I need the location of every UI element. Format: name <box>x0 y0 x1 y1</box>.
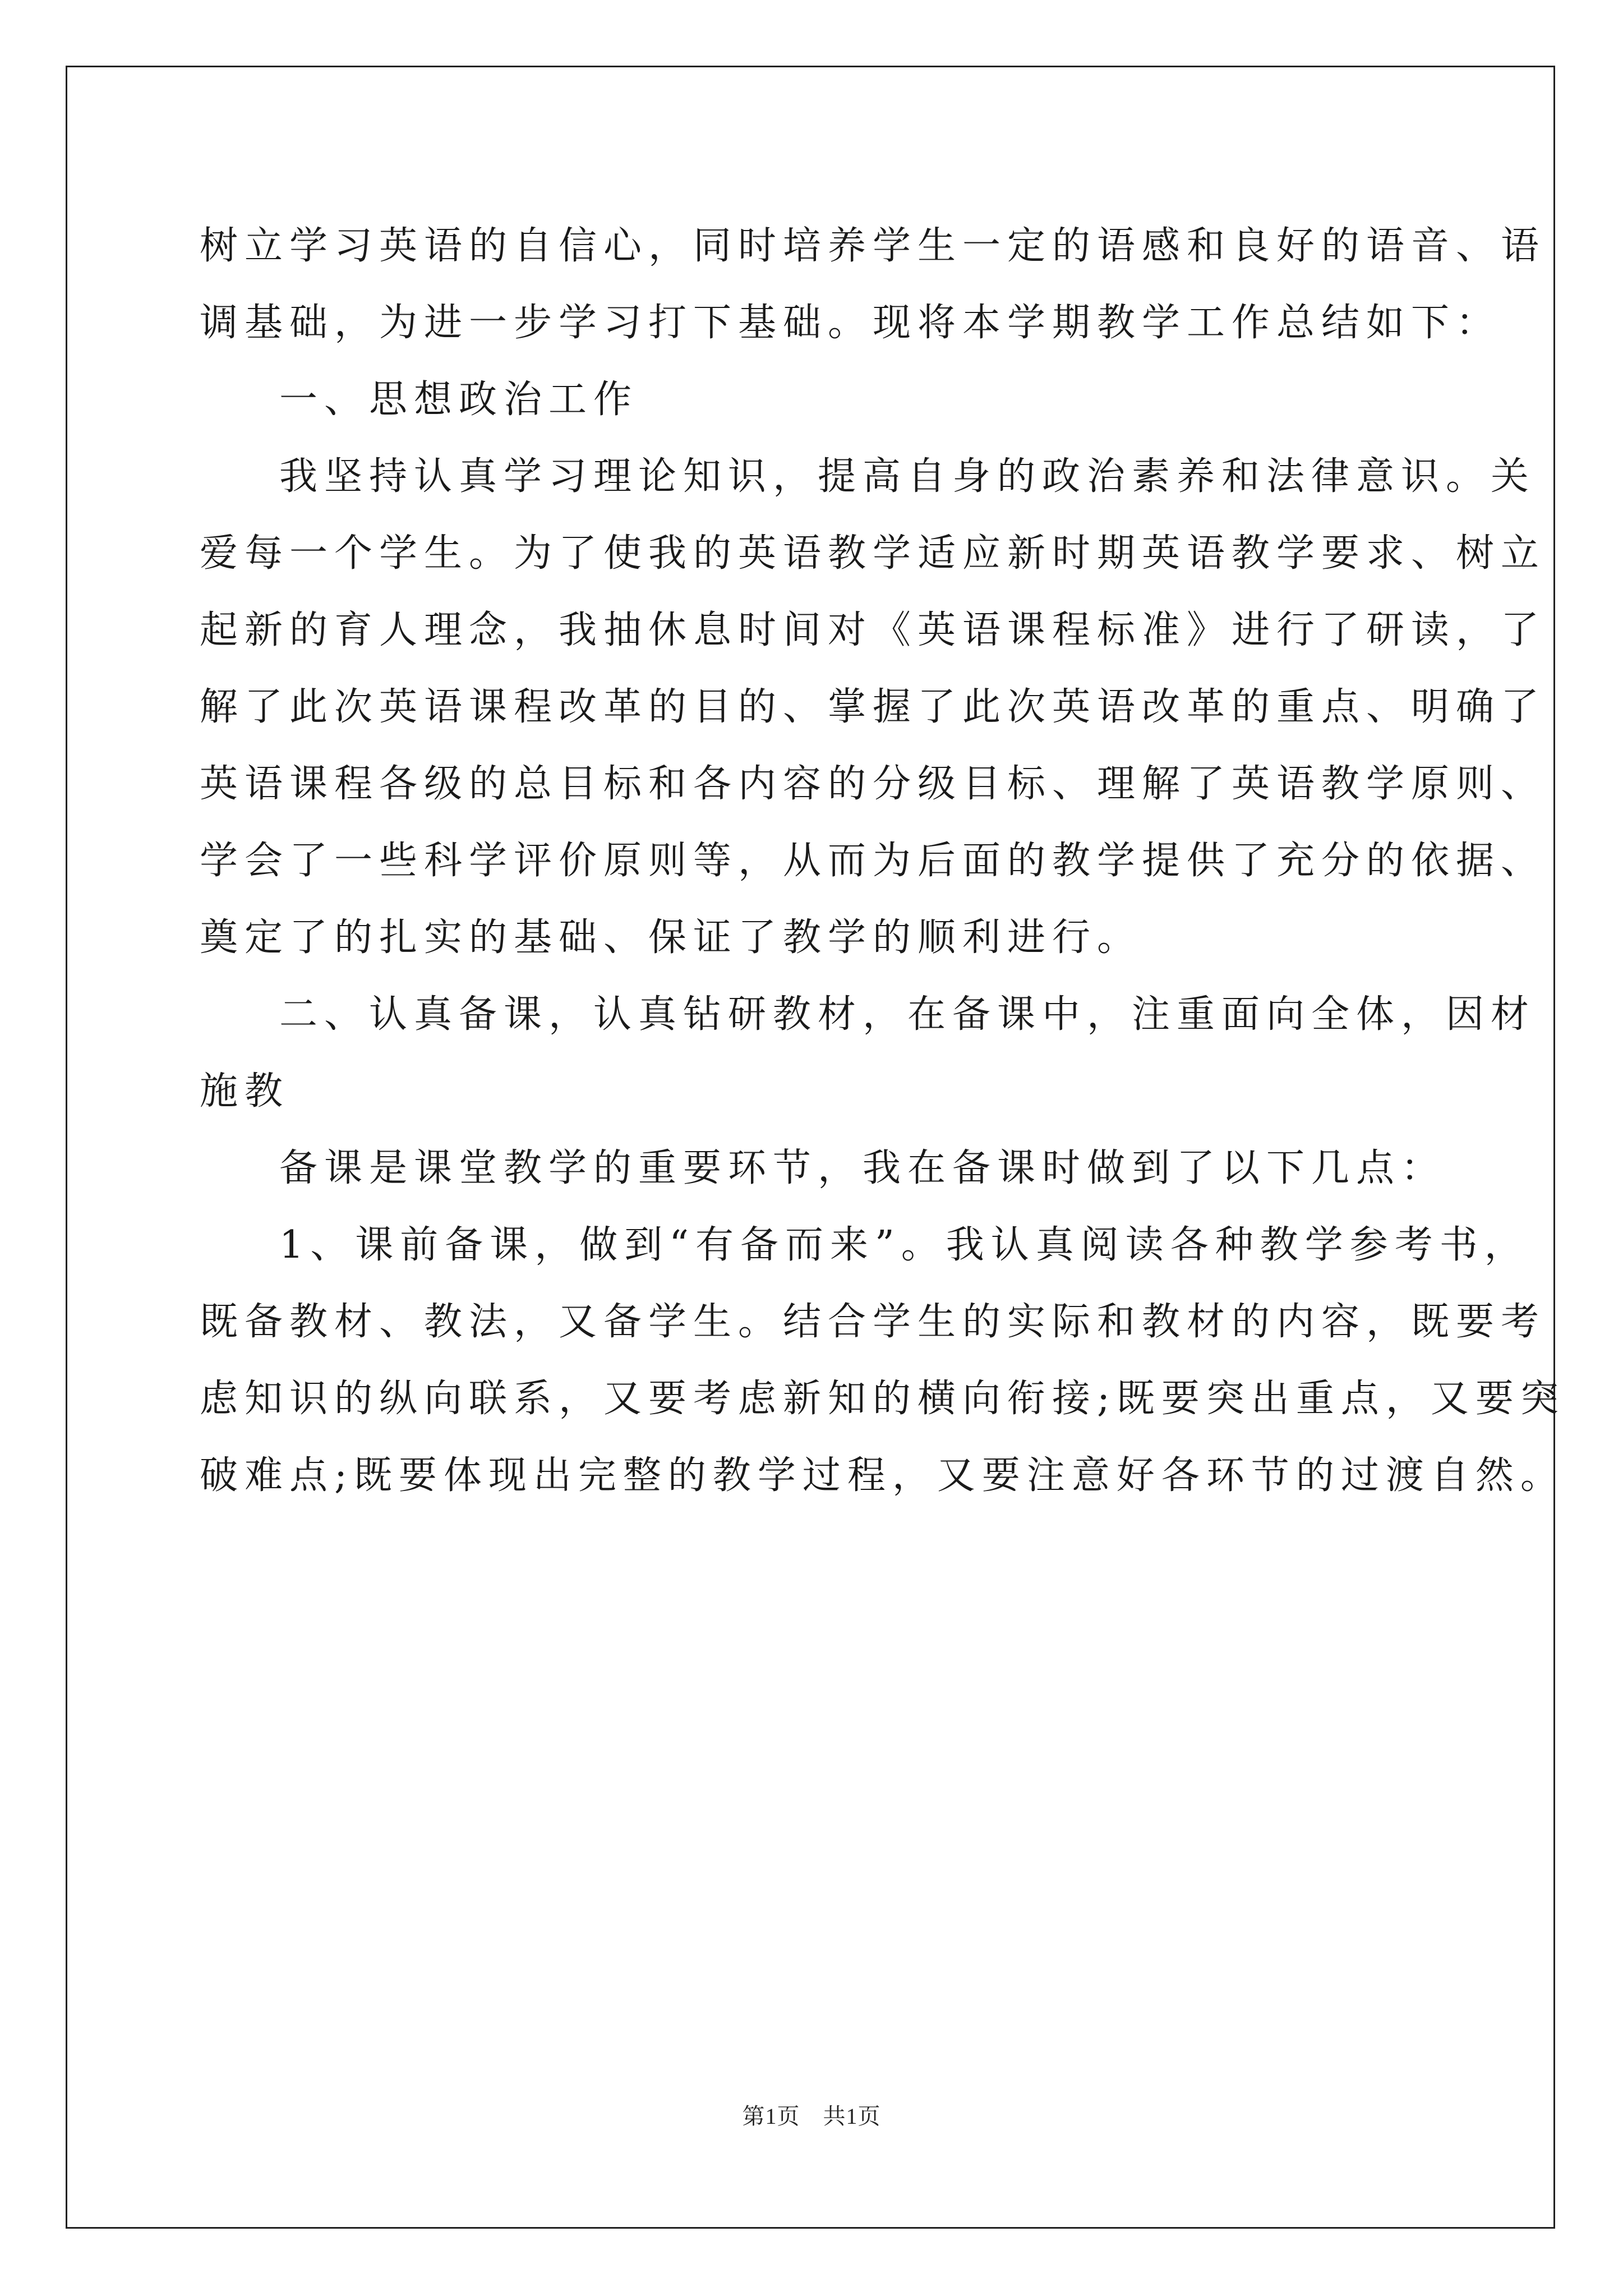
text-line: 既备教材、教法，又备学生。结合学生的实际和教材的内容，既要考 <box>200 1300 1546 1344</box>
section-heading: 二、认真备课，认真钻研教材，在备课中，注重面向全体，因材 <box>279 992 1536 1037</box>
document-body <box>200 208 1565 1514</box>
text-line: 树立学习英语的自信心，同时培养学生一定的语感和良好的语音、语 <box>200 224 1546 268</box>
text-line: 备课是课堂教学的重要环节，我在备课时做到了以下几点： <box>279 1146 1446 1190</box>
text-line: 虑知识的纵向联系，又要考虑新知的横向衔接;既要突出重点，又要突 <box>200 1377 1565 1421</box>
text-line: 起新的育人理念，我抽休息时间对《英语课程标准》进行了研读，了 <box>200 608 1546 652</box>
text-line: 学会了一些科学评价原则等，从而为后面的教学提供了充分的依据、 <box>200 839 1546 883</box>
page-number: 第1页 共1页 <box>742 2104 881 2129</box>
text-line: 1、课前备课，做到“有备而来”。我认真阅读各种教学参考书， <box>279 1223 1529 1267</box>
text-line: 调基础，为进一步学习打下基础。现将本学期教学工作总结如下： <box>200 301 1501 345</box>
text-line: 爱每一个学生。为了使我的英语教学适应新时期英语教学要求、树立 <box>200 531 1546 576</box>
section-heading: 一、思想政治工作 <box>279 378 639 422</box>
text-line: 施教 <box>200 1069 290 1114</box>
text-line: 解了此次英语课程改革的目的、掌握了此次英语改革的重点、明确了 <box>200 685 1546 729</box>
text-line: 破难点;既要体现出完整的教学过程，又要注意好各环节的过渡自然。 <box>200 1453 1565 1498</box>
text-line: 我坚持认真学习理论知识，提高自身的政治素养和法律意识。关 <box>279 454 1536 499</box>
text-line: 奠定了的扎实的基础、保证了教学的顺利进行。 <box>200 915 1142 960</box>
text-line: 英语课程各级的总目标和各内容的分级目标、理解了英语教学原则、 <box>200 762 1546 806</box>
